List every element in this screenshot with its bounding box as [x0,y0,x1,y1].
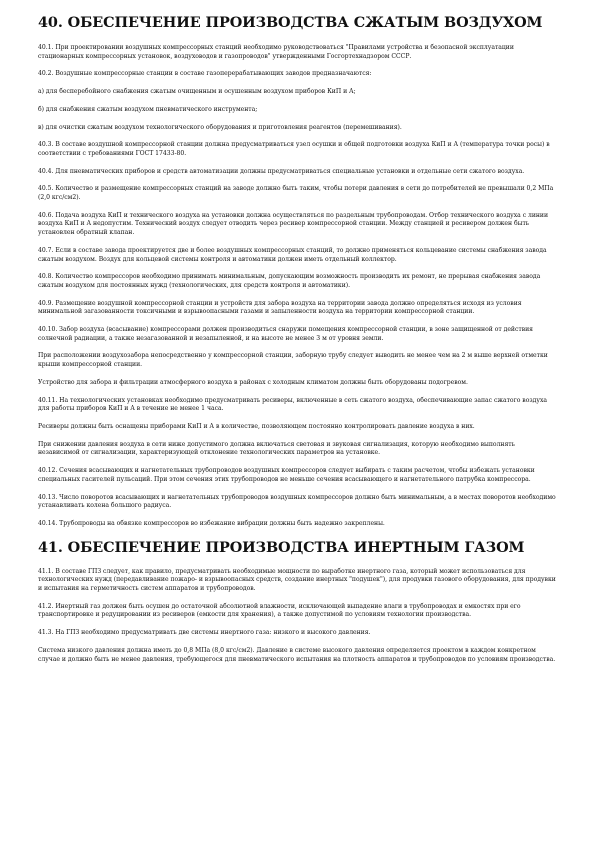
section-41-body [38,568,557,665]
document-paragraph: 41.3. На ГПЗ необходимо предусматривать две системы инертного газа: низкого и высокого давления. [38,629,371,637]
section-40-body [38,44,557,529]
document-paragraph: 41.2. Инертный газ должен быть осушен до остаточной абсолютной влажности, исключающей выпадение влаги в трубопроводах и емкостях при его транспортировке и редуцировании из ресиверов (емкости для хранения), а также допустимой по условиям технологии производства. [38,602,521,619]
document-paragraph: 40.5. Количество и размещение компрессорных станций на заводе должно быть таким, чтобы потери давления в сети до потребителей не превышали 0,2 МПа (2,0 кгс/см2). [38,185,554,202]
document-paragraph: а) для бесперебойного снабжения сжатым очищенным и осушенным воздухом приборов КиП и А; [38,88,356,96]
document-paragraph: 40.9. Размещение воздушной компрессорной станции и устройств для забора воздуха на территории завода должно определяться исходя из условия минимальной загазованности токсичными и взрывоопасными газами и запыленности воздуха на территории компрессорной станции. [38,299,522,316]
document-paragraph: б) для снабжения сжатым воздухом пневматического инструмента; [38,105,258,113]
document-paragraph: 40.11. На технологических установках необходимо предусматривать ресиверы, включенные в сеть сжатого воздуха, обеспечивающие запас сжатого воздуха для работы приборов КиП и А в течение не менее 1 часа. [38,396,547,413]
document-paragraph: Система низкого давления должна иметь до 0,8 МПа (8,0 кгс/см2). Давление в системе высокого давления определяется проектом в каждом конкретном случае и должно быть не менее давления, требующегося для пневматического испытания на плотность аппаратов и трубопроводов по условиям производства. [38,646,556,663]
document-paragraph: 40.1. При проектировании воздушных компрессорных станций необходимо руководствоваться "Правилами устройства и безопасной эксплуатации стационарных компрессорных установок, воздуховодов и газопроводов" утвержденными Госгортехнадзором СССР. [38,44,514,60]
document-paragraph: 40.10. Забор воздуха (всасывание) компрессорами должен производиться снаружи помещения компрессорной станции, в зоне защищенной от действия солнечной радиации, а также незагазованной и незапыленной, и на высоте не менее 3 м от уровня земли. [38,326,533,342]
document-paragraph: 40.2. Воздушные компрессорные станции в составе газоперерабатывающих заводов предназначаются: [38,70,372,78]
document-paragraph: 40.3. В составе воздушной компрессорной станции должна предусматриваться узел осушки и общей подготовки воздуха КиП и А (температура точки росы) в соответствии с требованиями ГОСТ 17433-80. [38,141,550,157]
document-paragraph: Ресиверы должны быть оснащены приборами КиП и А в количестве, позволяющем постоянно контролировать давление воздуха в них. [38,422,475,430]
document-paragraph: 40.14. Трубопроводы на обвязке компрессоров во избежание вибрации должны быть надежно закреплены. [38,519,385,527]
document-paragraph: 40.7. Если в составе завода проектируется две и более воздушных компрессорных станций, то должно применяться кольцевание системы снабжения завода сжатым воздухом. Воздух для кольцевой системы контроля и автоматики должен иметь отдельный коллектор. [38,246,547,263]
document-paragraph: 40.6. Подача воздуха КиП и технического воздуха на установки должна осуществляться по раздельным трубопроводам. Отбор технического воздуха с линии воздуха КиП и А недопустим. Технический воздух следует отводить через ресивер компрессорной станции. Между станцией и ресивером должен быть установлен обратный клапан. [38,211,549,237]
document-paragraph: При расположении воздухозабора непосредственно у компрессорной станции, заборную трубу следует выводить не менее чем на 2 м выше верхней отметки крыши компрессорной станции. [38,352,548,369]
document-paragraph: 40.8. Количество компрессоров необходимо принимать минимальным, допускающим возможность производить их ремонт, не прерывая снабжения завода сжатым воздухом для постоянных нужд (технологических, для средств контроля и автоматики). [38,273,541,289]
document-paragraph: При снижении давления воздуха в сети ниже допустимого должна включаться световая и звуковая сигнализация, которую необходимо выполнять независимой от сигнализации, характеризующей отклонение технологических параметров на установке. [38,440,515,457]
document-paragraph: 40.4. Для пневматических приборов и средств автоматизации должны предусматриваться специальные установки и отдельные сети сжатого воздуха. [38,167,525,175]
document-paragraph: Устройство для забора и фильтрации атмосферного воздуха в районах с холодным климатом должны быть оборудованы подогревом. [38,378,468,386]
document-paragraph: 41.1. В составе ГПЗ следует, как правило, предусматривать необходимые мощности по выработке инертного газа, который может использоваться для технологических нужд (передавливание пожаро- и взрывоопасных средств, создание инертных "подушек"), для продувки газового оборудования, для продувки и испытания на герметичность систем аппаратов и трубопроводов. [38,567,556,593]
section-41-heading: 41. ОБЕСПЕЧЕНИЕ ПРОИЗВОДСТВА ИНЕРТНЫМ ГАЗОМ [38,538,525,556]
section-40-heading: 40. ОБЕСПЕЧЕНИЕ ПРОИЗВОДСТВА СЖАТЫМ ВОЗДУХОМ [38,14,543,31]
document-paragraph: в) для очистки сжатым воздухом технологического оборудования и приготовления реагентов (перемешивания). [38,123,402,131]
document-paragraph: 40.13. Число поворотов всасывающих и нагнетательных трубопроводов воздушных компрессоров должно быть минимальным, а в местах поворотов необходимо устанавливать колена большого радиуса. [38,493,556,510]
document-paragraph: 40.12. Сечения всасывающих и нагнетательных трубопроводов воздушных компрессоров следует выбирать с таким расчетом, чтобы избежать установки специальных гасителей пульсаций. При этом сечения этих трубопроводов не меньше сечения всасывающего и нагнетательного патрубка компрессора. [38,467,535,483]
